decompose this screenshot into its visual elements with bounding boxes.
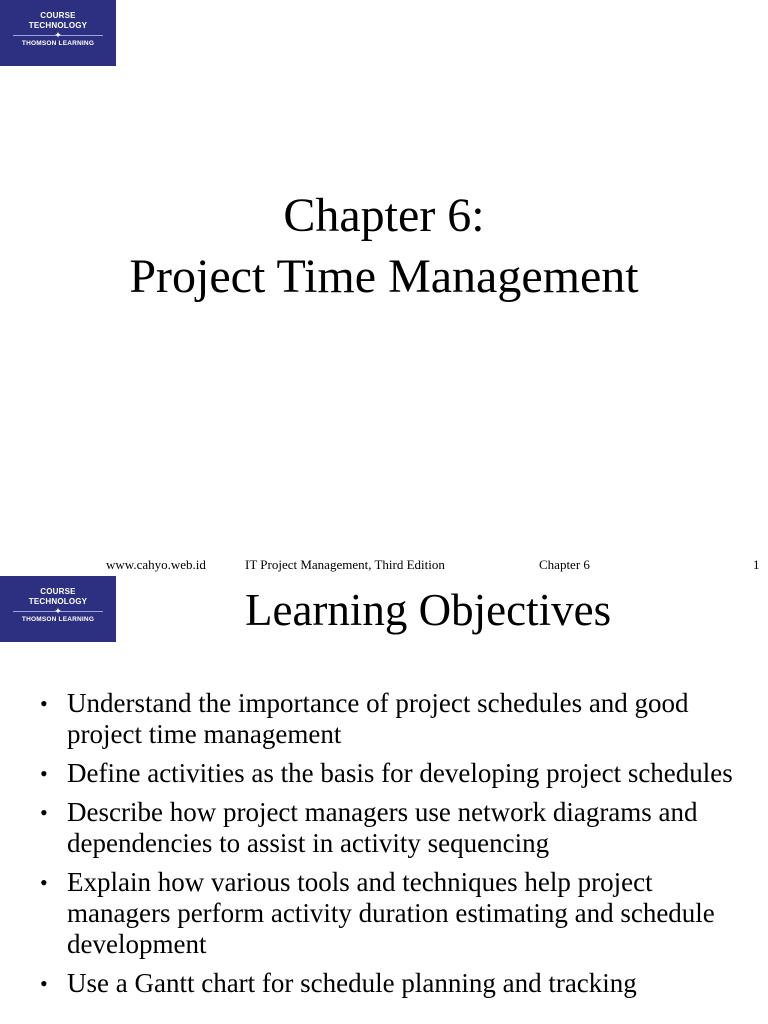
slide-footer: [0, 556, 768, 574]
objective-text: Use a Gantt chart for schedule planning and tracking: [67, 968, 637, 998]
slide-heading: Learning Objectives: [245, 585, 612, 635]
list-item: [40, 968, 740, 999]
publisher-logo: [0, 576, 116, 642]
logo-line-course: COURSE: [40, 11, 76, 20]
objective-text: Define activities as the basis for developing project schedules: [67, 758, 733, 788]
bullet-icon: •: [40, 870, 48, 895]
title-line-chapter: Chapter 6:: [283, 189, 485, 242]
objective-text: Understand the importance of project schedules and good project time management: [67, 688, 689, 749]
logo-line-technology: TECHNOLOGY: [28, 597, 88, 606]
logo-line-technology: TECHNOLOGY: [28, 21, 88, 30]
logo-star-icon: ✦: [54, 30, 62, 40]
logo-line-thomson: THOMSON LEARNING: [21, 40, 95, 47]
footer-website: www.cahyo.web.id: [106, 557, 206, 572]
footer-book-title: IT Project Management, Third Edition: [245, 557, 445, 572]
list-item: [40, 797, 740, 859]
logo-star-icon: ✦: [54, 606, 62, 616]
logo-line-thomson: THOMSON LEARNING: [21, 616, 95, 623]
bullet-icon: •: [40, 761, 48, 786]
logo-divider: [13, 606, 103, 616]
title-line-topic: Project Time Management: [129, 250, 639, 303]
logo-line-course: COURSE: [40, 587, 76, 596]
bullet-icon: •: [40, 691, 48, 716]
list-item: [40, 688, 740, 750]
objective-text: Explain how various tools and techniques help project managers perform activity duration estimating and schedule development: [67, 867, 715, 959]
logo-divider: [13, 30, 103, 40]
list-item: [40, 758, 740, 789]
slide-title: [0, 185, 768, 307]
bullet-icon: •: [40, 971, 48, 996]
objective-text: Describe how project managers use network diagrams and dependencies to assist in activity sequencing: [67, 797, 698, 858]
footer-chapter: Chapter 6: [539, 557, 590, 572]
slide-2: [0, 576, 768, 1024]
list-item: [40, 867, 740, 960]
objectives-list: [40, 688, 740, 1007]
bullet-icon: •: [40, 800, 48, 825]
footer-page-number: 1: [753, 557, 760, 572]
publisher-logo: [0, 0, 116, 66]
